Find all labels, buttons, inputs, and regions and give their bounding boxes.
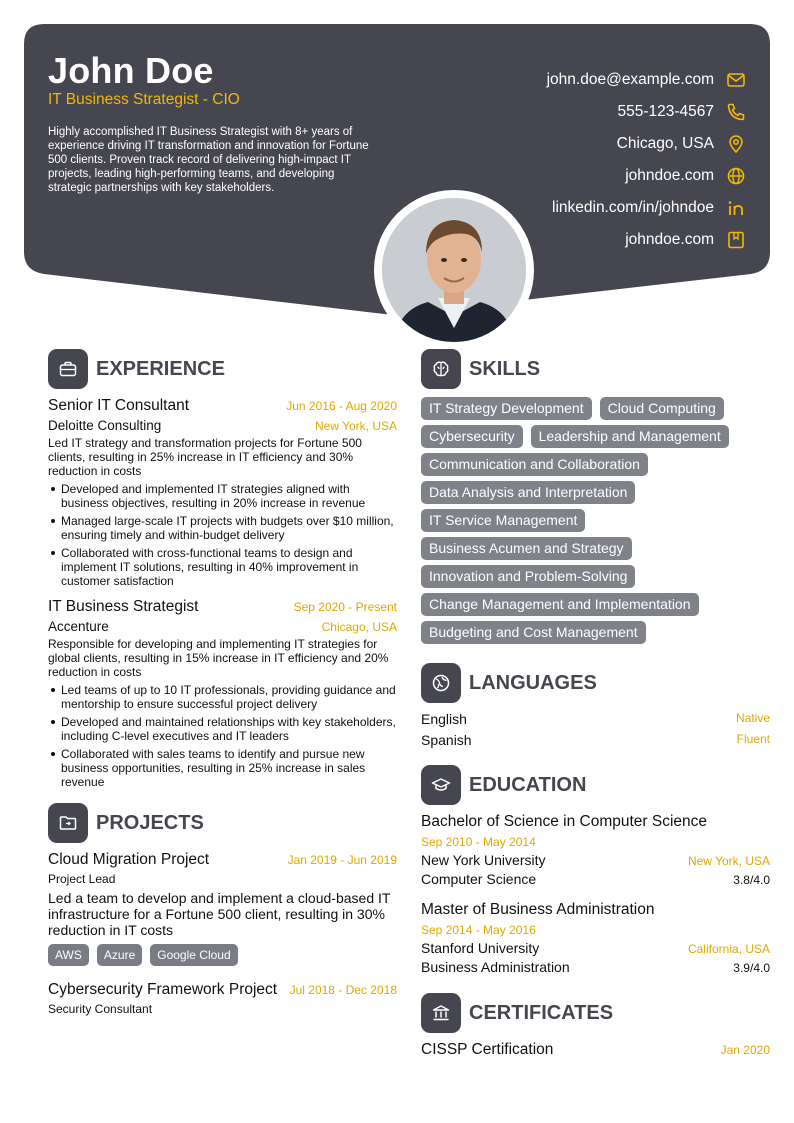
job-entry: [48, 397, 397, 588]
skill-tag: Change Management and Implementation: [421, 593, 699, 616]
certificate-name: CISSP Certification: [421, 1041, 554, 1058]
education-entry: [421, 901, 770, 975]
folder-icon: [48, 803, 88, 843]
project-dates: Jan 2019 - Jun 2019: [287, 853, 397, 867]
language-name: Spanish: [421, 732, 472, 748]
project-role: Project Lead: [48, 872, 116, 886]
bullet-item: Collaborated with sales teams to identify and pursue new business opportunities, resulting in 25% increase in sales revenue: [48, 747, 397, 789]
bullet-item: Led teams of up to 10 IT professionals, providing guidance and mentorship to ensure successful project delivery: [48, 683, 397, 711]
project-dates: Jul 2018 - Dec 2018: [289, 983, 397, 997]
field-of-study: Business Administration: [421, 959, 570, 975]
brain-icon: [421, 349, 461, 389]
contact-phone[interactable]: [547, 96, 746, 128]
skill-tag: Communication and Collaboration: [421, 453, 648, 476]
right-column: [421, 349, 770, 1059]
job-dates: Sep 2020 - Present: [293, 600, 397, 614]
experience-header: [48, 349, 397, 389]
projects-header: [48, 803, 397, 843]
job-bullets: [48, 683, 397, 789]
skill-tag: IT Service Management: [421, 509, 585, 532]
education-dates: Sep 2010 - May 2014: [421, 835, 536, 849]
project-role: Security Consultant: [48, 1002, 153, 1016]
linkedin-icon: [726, 198, 746, 218]
skill-tag: IT Strategy Development: [421, 397, 592, 420]
contact-email[interactable]: [547, 64, 746, 96]
tag: Google Cloud: [150, 944, 237, 966]
language-item: [421, 711, 770, 727]
contact-portfolio[interactable]: [547, 224, 746, 256]
school: Stanford University: [421, 940, 540, 956]
phone-icon: [726, 102, 746, 122]
summary: Highly accomplished IT Business Strategist with 8+ years of experience driving IT transformation and innovation for Fortune 500 clients. Proven track record of delivering high-impact IT projects, leading high-performing teams, and developing strategic partnerships with key stakeholders.: [48, 126, 369, 194]
school-location: New York, USA: [687, 854, 770, 868]
projects-title: PROJECTS: [96, 811, 204, 834]
project-entry: [48, 851, 397, 971]
education-dates: Sep 2014 - May 2016: [421, 923, 536, 937]
language-level: Native: [735, 711, 770, 725]
skill-tag: Innovation and Problem-Solving: [421, 565, 635, 588]
gpa: 3.9/4.0: [733, 961, 770, 975]
certificates-header: [421, 993, 770, 1033]
bullet-item: Managed large-scale IT projects with budgets over $10 million, ensuring timely and within-budget delivery: [48, 514, 397, 542]
contact-phone-text[interactable]: 555-123-4567: [617, 103, 714, 120]
candidate-role: IT Business Strategist - CIO: [48, 91, 240, 108]
project-tags: [48, 944, 397, 971]
languages-icon: [421, 663, 461, 703]
tag: Azure: [97, 944, 142, 966]
briefcase-icon: [48, 349, 88, 389]
certificate-item: [421, 1041, 770, 1059]
skill-tag: Business Acumen and Strategy: [421, 537, 632, 560]
left-column: [48, 349, 397, 1016]
bookmark-icon: [726, 230, 746, 250]
education-entry: [421, 813, 770, 887]
job-title: Senior IT Consultant: [48, 397, 190, 414]
contact-location-text: Chicago, USA: [616, 135, 714, 152]
language-level: Fluent: [736, 732, 770, 746]
skill-tag: Cybersecurity: [421, 425, 523, 448]
job-location: New York, USA: [314, 419, 397, 433]
experience-title: EXPERIENCE: [96, 357, 225, 380]
bullet-item: Developed and maintained relationships with key stakeholders, including C-level executives and IT leaders: [48, 715, 397, 743]
degree: Master of Business Administration: [421, 901, 655, 918]
profile-photo: [374, 190, 534, 350]
language-name: English: [421, 711, 467, 727]
job-company: Accenture: [48, 619, 109, 634]
education-header: [421, 765, 770, 805]
gpa: 3.8/4.0: [733, 873, 770, 887]
school-location: California, USA: [687, 942, 770, 956]
contact-email-text[interactable]: john.doe@example.com: [546, 71, 714, 88]
contact-location: [547, 128, 746, 160]
education-title: EDUCATION: [469, 773, 587, 796]
school: New York University: [421, 852, 546, 868]
globe-icon: [726, 166, 746, 186]
tag: AWS: [48, 944, 89, 966]
contact-portfolio-text[interactable]: johndoe.com: [625, 231, 714, 248]
location-pin-icon: [726, 134, 746, 154]
project-title: Cybersecurity Framework Project: [48, 981, 278, 998]
institution-icon: [421, 993, 461, 1033]
field-of-study: Computer Science: [421, 871, 537, 887]
job-description: Responsible for developing and implementing IT strategies for global clients, resulting in 15% increase in IT efficiency and 20% reduction in costs: [48, 637, 389, 679]
job-location: Chicago, USA: [321, 620, 397, 634]
candidate-name: John Doe: [48, 50, 214, 91]
job-bullets: [48, 482, 397, 588]
degree: Bachelor of Science in Computer Science: [421, 813, 708, 830]
contact-list: [547, 64, 746, 256]
avatar: [382, 198, 526, 342]
job-title: IT Business Strategist: [48, 598, 199, 615]
contact-linkedin-text[interactable]: linkedin.com/in/johndoe: [552, 199, 714, 216]
certificates-title: CERTIFICATES: [469, 1001, 614, 1024]
job-company: Deloitte Consulting: [48, 418, 162, 433]
skills-header: [421, 349, 770, 389]
graduation-cap-icon: [421, 765, 461, 805]
skill-tag: Leadership and Management: [531, 425, 729, 448]
skills-title: SKILLS: [469, 357, 541, 380]
language-list: [421, 711, 770, 748]
job-description: Led IT strategy and transformation projects for Fortune 500 clients, resulting in 25% increase in IT efficiency and 30% reduction in costs: [48, 436, 362, 478]
skill-tag: Budgeting and Cost Management: [421, 621, 646, 644]
bullet-item: Developed and implemented IT strategies aligned with business objectives, resulting in 20% increase in revenue: [48, 482, 397, 510]
contact-linkedin[interactable]: [547, 192, 746, 224]
contact-website-text[interactable]: johndoe.com: [625, 167, 714, 184]
contact-website[interactable]: [547, 160, 746, 192]
project-title: Cloud Migration Project: [48, 851, 210, 868]
job-dates: Jun 2016 - Aug 2020: [286, 399, 397, 413]
job-entry: [48, 598, 397, 789]
skill-list: [421, 397, 770, 649]
skill-tag: Data Analysis and Interpretation: [421, 481, 635, 504]
project-entry: [48, 981, 397, 1016]
certificate-date: Jan 2020: [720, 1043, 770, 1057]
project-description: Led a team to develop and implement a cloud-based IT infrastructure for a Fortune 500 client, resulting in 30% reduction in IT costs: [48, 890, 391, 938]
languages-header: [421, 663, 770, 703]
mail-icon: [726, 70, 746, 90]
skill-tag: Cloud Computing: [600, 397, 724, 420]
bullet-item: Collaborated with cross-functional teams to design and implement IT solutions, resulting in 40% improvement in customer satisfaction: [48, 546, 397, 588]
language-item: [421, 732, 770, 748]
languages-title: LANGUAGES: [469, 671, 597, 694]
